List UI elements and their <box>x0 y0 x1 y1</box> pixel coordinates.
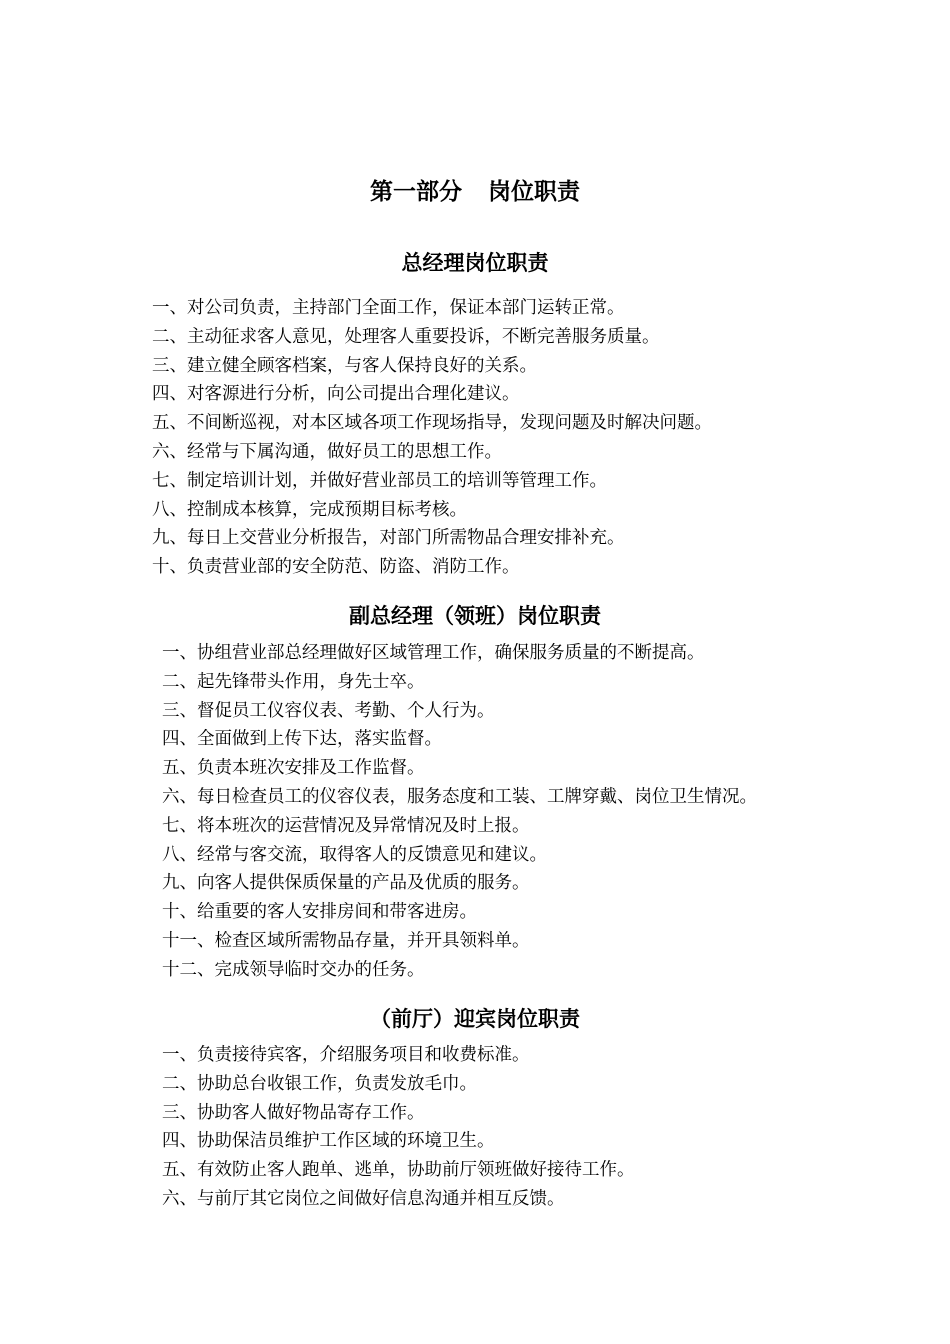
duty-item: 一、协组营业部总经理做好区域管理工作，确保服务质量的不断提高。 <box>162 643 705 663</box>
duty-item: 五、负责本班次安排及工作监督。 <box>162 758 425 779</box>
duty-item: 五、不间断巡视，对本区域各项工作现场指导，发现问题及时解决问题。 <box>152 413 712 434</box>
duty-item: 九、每日上交营业分析报告，对部门所需物品合理安排补充。 <box>152 528 625 549</box>
duty-item: 八、经常与客交流，取得客人的反馈意见和建议。 <box>162 844 547 865</box>
section-title-deputy-manager: 副总经理（领班）岗位职责 <box>349 604 601 628</box>
duty-item: 一、对公司负责，主持部门全面工作，保证本部门运转正常。 <box>152 298 625 318</box>
duty-item: 四、全面做到上传下达，落实监督。 <box>162 729 442 750</box>
duty-item: 四、协助保洁员维护工作区域的环境卫生。 <box>162 1131 495 1152</box>
duty-item: 二、起先锋带头作用，身先士卒。 <box>162 671 425 692</box>
duty-item: 三、督促员工仪容仪表、考勤、个人行为。 <box>162 700 495 721</box>
part-title-number: 第一部分 <box>370 179 462 205</box>
duty-item: 四、对客源进行分析，向公司提出合理化建议。 <box>152 384 520 405</box>
duty-item: 一、负责接待宾客，介绍服务项目和收费标准。 <box>162 1045 530 1065</box>
duty-item: 六、每日检查员工的仪容仪表，服务态度和工装、工牌穿戴、岗位卫生情况。 <box>162 786 757 807</box>
duty-list-reception <box>162 1041 635 1214</box>
duty-item: 二、主动征求客人意见，处理客人重要投诉，不断完善服务质量。 <box>152 326 660 347</box>
duty-item: 七、制定培训计划，并做好营业部员工的培训等管理工作。 <box>152 470 607 491</box>
duty-list-general-manager <box>152 294 712 582</box>
duty-item: 六、经常与下属沟通，做好员工的思想工作。 <box>152 441 502 462</box>
duty-item: 六、与前厅其它岗位之间做好信息沟通并相互反馈。 <box>162 1188 565 1209</box>
section-title-general-manager: 总经理岗位职责 <box>401 251 549 275</box>
duty-item: 十二、完成领导临时交办的任务。 <box>162 959 425 980</box>
duty-item: 十、给重要的客人安排房间和带客进房。 <box>162 902 477 923</box>
part-title-name: 岗位职责 <box>488 179 580 205</box>
part-title <box>0 176 950 208</box>
duty-item: 九、向客人提供保质保量的产品及优质的服务。 <box>162 873 530 894</box>
duty-item: 七、将本班次的运营情况及异常情况及时上报。 <box>162 815 530 836</box>
duty-list-deputy-manager <box>162 639 757 985</box>
duty-item: 八、控制成本核算，完成预期目标考核。 <box>152 499 467 520</box>
section-title-reception: （前厅）迎宾岗位职责 <box>370 1007 580 1031</box>
duty-item: 五、有效防止客人跑单、逃单，协助前厅领班做好接待工作。 <box>162 1160 635 1181</box>
duty-item: 三、建立健全顾客档案，与客人保持良好的关系。 <box>152 355 537 376</box>
duty-item: 二、协助总台收银工作，负责发放毛巾。 <box>162 1073 477 1094</box>
duty-item: 三、协助客人做好物品寄存工作。 <box>162 1102 425 1123</box>
duty-item: 十、负责营业部的安全防范、防盗、消防工作。 <box>152 557 520 578</box>
duty-item: 十一、检查区域所需物品存量，并开具领料单。 <box>162 930 530 951</box>
